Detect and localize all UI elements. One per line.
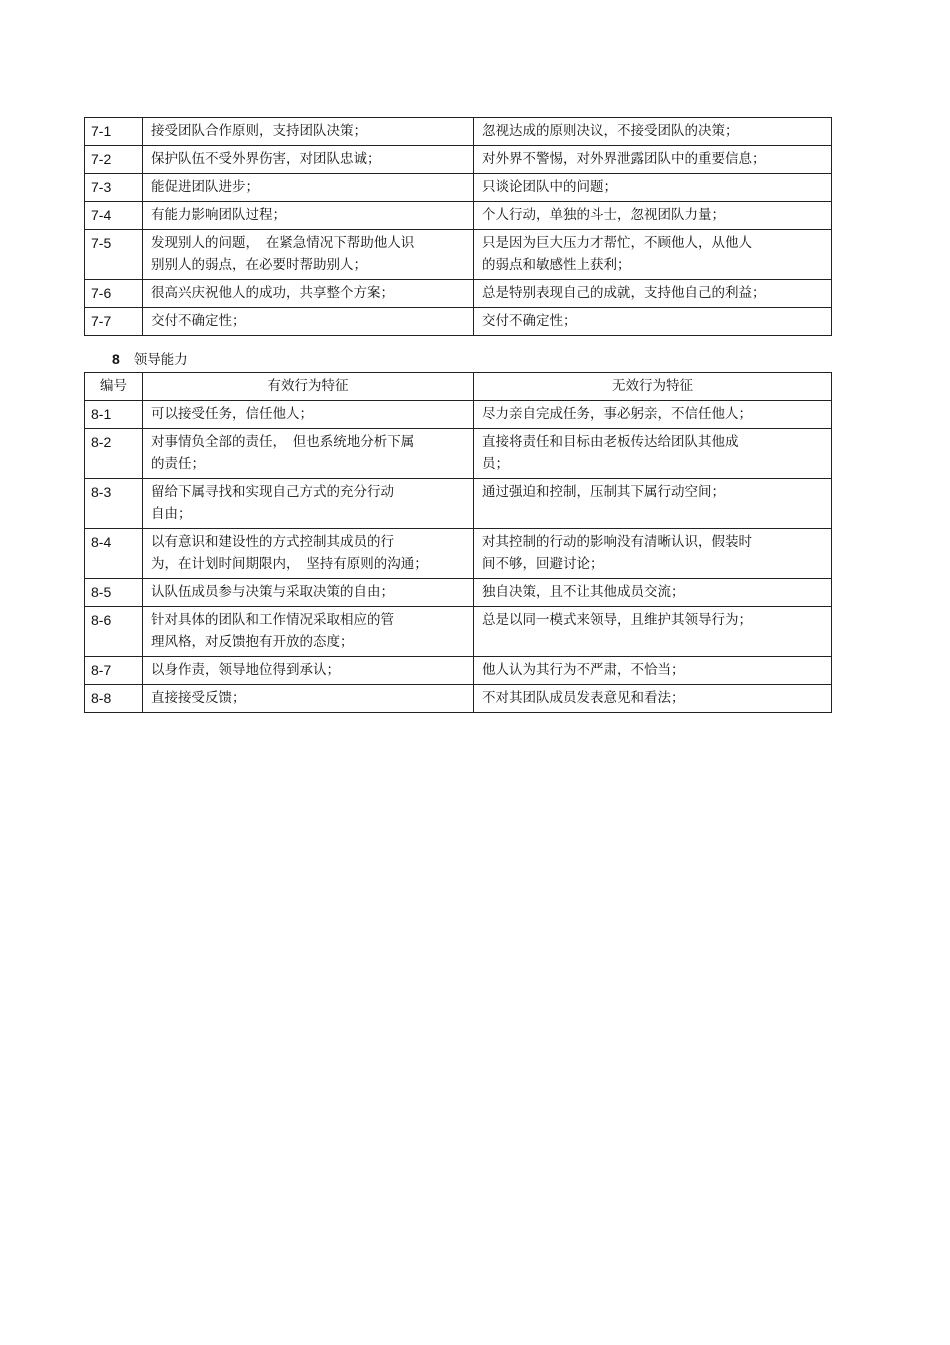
effective-behavior: 能促进团队进步； <box>143 174 474 202</box>
table-row <box>85 230 832 280</box>
section-number: 8 <box>112 351 120 367</box>
effective-behavior: 交付不确定性； <box>143 308 474 336</box>
row-id: 7-7 <box>85 308 143 336</box>
row-id: 8-7 <box>85 657 143 685</box>
row-id: 8-1 <box>85 401 143 429</box>
table-row <box>85 308 832 336</box>
ineffective-behavior: 通过强迫和控制，压制其下属行动空间； <box>474 479 832 529</box>
table-row <box>85 280 832 308</box>
effective-behavior: 以有意识和建设性的方式控制其成员的行 为，在计划时间期限内， 坚持有原则的沟通； <box>143 529 474 579</box>
effective-behavior: 认队伍成员参与决策与采取决策的自由； <box>143 579 474 607</box>
row-id: 8-6 <box>85 607 143 657</box>
ineffective-behavior: 只谈论团队中的问题； <box>474 174 832 202</box>
ineffective-behavior: 交付不确定性； <box>474 308 832 336</box>
row-id: 8-5 <box>85 579 143 607</box>
row-id: 8-3 <box>85 479 143 529</box>
effective-behavior: 可以接受任务，信任他人； <box>143 401 474 429</box>
effective-behavior: 有能力影响团队过程； <box>143 202 474 230</box>
effective-behavior: 很高兴庆祝他人的成功，共享整个方案； <box>143 280 474 308</box>
ineffective-behavior: 独自决策，且不让其他成员交流； <box>474 579 832 607</box>
row-id: 7-4 <box>85 202 143 230</box>
row-id: 8-2 <box>85 429 143 479</box>
effective-behavior: 保护队伍不受外界伤害，对团队忠诚； <box>143 146 474 174</box>
ineffective-behavior: 他人认为其行为不严肃，不恰当； <box>474 657 832 685</box>
effective-behavior: 直接接受反馈； <box>143 685 474 713</box>
ineffective-behavior: 个人行动，单独的斗士，忽视团队力量； <box>474 202 832 230</box>
table-row <box>85 529 832 579</box>
table-row <box>85 118 832 146</box>
row-id: 7-3 <box>85 174 143 202</box>
ineffective-behavior: 总是特别表现自己的成就，支持他自己的利益； <box>474 280 832 308</box>
effective-behavior: 针对具体的团队和工作情况采取相应的管 理风格，对反馈抱有开放的态度； <box>143 607 474 657</box>
header-effective: 有效行为特征 <box>143 373 474 401</box>
table-row <box>85 479 832 529</box>
table-row <box>85 174 832 202</box>
ineffective-behavior: 不对其团队成员发表意见和看法； <box>474 685 832 713</box>
row-id: 7-2 <box>85 146 143 174</box>
ineffective-behavior: 只是因为巨大压力才帮忙，不顾他人，从他人 的弱点和敏感性上获利； <box>474 230 832 280</box>
table-row <box>85 607 832 657</box>
section8-table <box>84 372 832 713</box>
ineffective-behavior: 直接将责任和目标由老板传达给团队其他成 员； <box>474 429 832 479</box>
table-header-row <box>85 373 832 401</box>
section7-table <box>84 117 832 336</box>
row-id: 8-4 <box>85 529 143 579</box>
ineffective-behavior: 尽力亲自完成任务，事必躬亲，不信任他人； <box>474 401 832 429</box>
section-title: 领导能力 <box>133 352 188 368</box>
table-row <box>85 202 832 230</box>
effective-behavior: 发现别人的问题， 在紧急情况下帮助他人识 别别人的弱点，在必要时帮助别人； <box>143 230 474 280</box>
table-row <box>85 685 832 713</box>
row-id: 7-1 <box>85 118 143 146</box>
table-row <box>85 579 832 607</box>
header-ineffective: 无效行为特征 <box>474 373 832 401</box>
effective-behavior: 对事情负全部的责任， 但也系统地分析下属 的责任； <box>143 429 474 479</box>
effective-behavior: 以身作责，领导地位得到承认； <box>143 657 474 685</box>
row-id: 8-8 <box>85 685 143 713</box>
ineffective-behavior: 总是以同一模式来领导，且维护其领导行为； <box>474 607 832 657</box>
ineffective-behavior: 对其控制的行动的影响没有清晰认识，假装时 间不够，回避讨论； <box>474 529 832 579</box>
table-row <box>85 401 832 429</box>
effective-behavior: 留给下属寻找和实现自己方式的充分行动 自由； <box>143 479 474 529</box>
table-row <box>85 146 832 174</box>
ineffective-behavior: 对外界不警惕，对外界泄露团队中的重要信息； <box>474 146 832 174</box>
table-row <box>85 657 832 685</box>
table-row <box>85 429 832 479</box>
row-id: 7-6 <box>85 280 143 308</box>
header-id: 编号 <box>85 373 143 401</box>
row-id: 7-5 <box>85 230 143 280</box>
section8-heading <box>112 348 188 371</box>
ineffective-behavior: 忽视达成的原则决议，不接受团队的决策； <box>474 118 832 146</box>
effective-behavior: 接受团队合作原则，支持团队决策； <box>143 118 474 146</box>
